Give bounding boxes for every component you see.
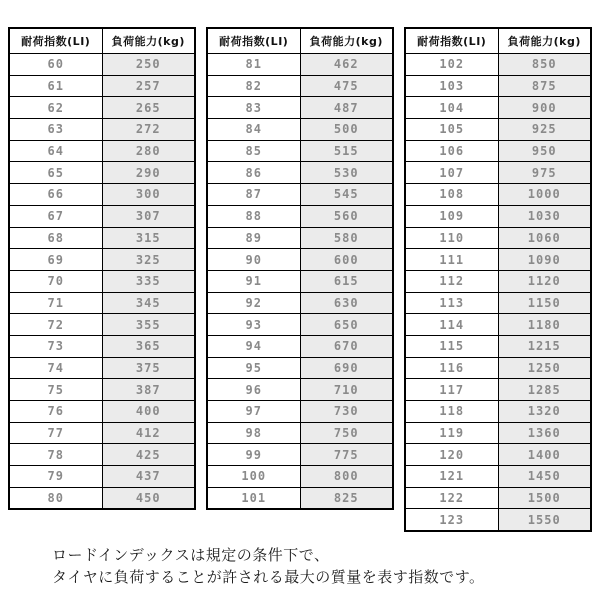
table-row (9, 270, 195, 292)
load-index-value-cell: 121 (405, 466, 498, 488)
table-row (207, 97, 393, 119)
table-row (207, 184, 393, 206)
load-index-value-cell: 97 (207, 401, 300, 423)
load-index-value-cell: 108 (405, 184, 498, 206)
table-row (9, 292, 195, 314)
table-row (9, 119, 195, 141)
load-index-value-cell: 77 (9, 422, 102, 444)
load-index-value-cell: 116 (405, 357, 498, 379)
table-row (405, 140, 591, 162)
load-capacity-value-cell: 615 (300, 270, 393, 292)
load-capacity-value-cell: 487 (300, 97, 393, 119)
load-capacity-value-cell: 375 (102, 357, 195, 379)
load-capacity-value-cell: 325 (102, 249, 195, 271)
load-capacity-value-cell: 925 (498, 119, 591, 141)
load-index-value-cell: 82 (207, 75, 300, 97)
load-capacity-value-cell: 1360 (498, 422, 591, 444)
load-index-value-cell: 114 (405, 314, 498, 336)
table-row (405, 335, 591, 357)
load-capacity-value-cell: 1450 (498, 466, 591, 488)
load-capacity-value-cell: 462 (300, 54, 393, 76)
load-capacity-value-cell: 1215 (498, 335, 591, 357)
table-row (207, 401, 393, 423)
load-index-table-102-123 (404, 27, 592, 532)
load-index-value-cell: 83 (207, 97, 300, 119)
load-capacity-value-cell: 265 (102, 97, 195, 119)
load-index-value-cell: 61 (9, 75, 102, 97)
load-capacity-value-cell: 387 (102, 379, 195, 401)
load-capacity-value-cell: 250 (102, 54, 195, 76)
load-index-value-cell: 68 (9, 227, 102, 249)
load-capacity-value-cell: 515 (300, 140, 393, 162)
load-index-value-cell: 62 (9, 97, 102, 119)
column-header-load-capacity: 負荷能力(kg) (300, 28, 393, 54)
table-row (207, 466, 393, 488)
load-index-value-cell: 79 (9, 466, 102, 488)
table-row (207, 292, 393, 314)
footnote-line-1: ロードインデックスは規定の条件下で、 (52, 546, 330, 564)
load-capacity-value-cell: 730 (300, 401, 393, 423)
table-row (405, 162, 591, 184)
load-capacity-value-cell: 800 (300, 466, 393, 488)
load-capacity-value-cell: 1060 (498, 227, 591, 249)
load-capacity-value-cell: 1090 (498, 249, 591, 271)
load-index-value-cell: 71 (9, 292, 102, 314)
table-row (9, 444, 195, 466)
table-row (207, 140, 393, 162)
load-capacity-value-cell: 950 (498, 140, 591, 162)
load-index-value-cell: 87 (207, 184, 300, 206)
load-index-table-81-101 (206, 27, 394, 510)
load-index-value-cell: 105 (405, 119, 498, 141)
load-index-value-cell: 100 (207, 466, 300, 488)
load-index-value-cell: 118 (405, 401, 498, 423)
table-row (405, 509, 591, 531)
load-capacity-value-cell: 600 (300, 249, 393, 271)
load-capacity-value-cell: 300 (102, 184, 195, 206)
load-capacity-value-cell: 272 (102, 119, 195, 141)
load-capacity-value-cell: 1400 (498, 444, 591, 466)
load-capacity-value-cell: 400 (102, 401, 195, 423)
table-row (9, 357, 195, 379)
column-header-load-index: 耐荷指数(LI) (405, 28, 498, 54)
load-capacity-value-cell: 690 (300, 357, 393, 379)
table-row (9, 487, 195, 509)
table-row (9, 97, 195, 119)
table-row (207, 249, 393, 271)
table-row (9, 249, 195, 271)
table-row (207, 335, 393, 357)
table-row (405, 487, 591, 509)
table-row (207, 422, 393, 444)
load-index-table-60-80 (8, 27, 196, 510)
load-index-value-cell: 86 (207, 162, 300, 184)
load-index-value-cell: 99 (207, 444, 300, 466)
load-index-value-cell: 117 (405, 379, 498, 401)
load-capacity-value-cell: 437 (102, 466, 195, 488)
column-header-load-capacity: 負荷能力(kg) (102, 28, 195, 54)
load-index-value-cell: 101 (207, 487, 300, 509)
load-capacity-value-cell: 670 (300, 335, 393, 357)
load-capacity-value-cell: 1000 (498, 184, 591, 206)
load-capacity-value-cell: 257 (102, 75, 195, 97)
table-row (9, 162, 195, 184)
footnote-line-2: タイヤに負荷することが許される最大の質量を表す指数です。 (52, 568, 485, 586)
load-index-value-cell: 65 (9, 162, 102, 184)
table-row (405, 292, 591, 314)
table-row (405, 444, 591, 466)
column-header-load-index: 耐荷指数(LI) (9, 28, 102, 54)
load-capacity-value-cell: 1285 (498, 379, 591, 401)
load-capacity-value-cell: 875 (498, 75, 591, 97)
load-capacity-value-cell: 412 (102, 422, 195, 444)
table-row (207, 162, 393, 184)
load-capacity-value-cell: 530 (300, 162, 393, 184)
load-index-value-cell: 80 (9, 487, 102, 509)
table-row (9, 466, 195, 488)
table-row (405, 249, 591, 271)
table-row (9, 54, 195, 76)
table-row (207, 205, 393, 227)
load-index-value-cell: 110 (405, 227, 498, 249)
load-capacity-value-cell: 850 (498, 54, 591, 76)
load-index-tables (8, 27, 592, 532)
table-row (9, 184, 195, 206)
column-header-load-capacity: 負荷能力(kg) (498, 28, 591, 54)
table-row (207, 379, 393, 401)
load-index-value-cell: 76 (9, 401, 102, 423)
load-index-value-cell: 111 (405, 249, 498, 271)
load-capacity-value-cell: 280 (102, 140, 195, 162)
table-row (9, 205, 195, 227)
load-index-value-cell: 91 (207, 270, 300, 292)
load-index-value-cell: 107 (405, 162, 498, 184)
load-capacity-value-cell: 975 (498, 162, 591, 184)
load-capacity-value-cell: 825 (300, 487, 393, 509)
load-capacity-value-cell: 650 (300, 314, 393, 336)
table-row (9, 227, 195, 249)
table-row (9, 335, 195, 357)
load-capacity-value-cell: 290 (102, 162, 195, 184)
load-index-value-cell: 72 (9, 314, 102, 336)
load-index-value-cell: 75 (9, 379, 102, 401)
load-index-value-cell: 119 (405, 422, 498, 444)
table-row (207, 54, 393, 76)
header-row (9, 28, 195, 54)
load-index-value-cell: 93 (207, 314, 300, 336)
load-capacity-value-cell: 450 (102, 487, 195, 509)
load-index-value-cell: 85 (207, 140, 300, 162)
load-index-value-cell: 81 (207, 54, 300, 76)
load-capacity-value-cell: 900 (498, 97, 591, 119)
load-index-value-cell: 104 (405, 97, 498, 119)
table-row (405, 54, 591, 76)
table-row (207, 487, 393, 509)
load-index-value-cell: 90 (207, 249, 300, 271)
table-row (207, 314, 393, 336)
table-row (9, 422, 195, 444)
table-row (207, 444, 393, 466)
table-row (405, 184, 591, 206)
table-row (207, 357, 393, 379)
load-capacity-value-cell: 315 (102, 227, 195, 249)
load-index-value-cell: 113 (405, 292, 498, 314)
table-row (9, 401, 195, 423)
header-row (207, 28, 393, 54)
table-row (207, 270, 393, 292)
table-row (405, 379, 591, 401)
load-capacity-value-cell: 545 (300, 184, 393, 206)
load-index-value-cell: 95 (207, 357, 300, 379)
load-index-value-cell: 89 (207, 227, 300, 249)
load-index-value-cell: 73 (9, 335, 102, 357)
load-capacity-value-cell: 307 (102, 205, 195, 227)
load-capacity-value-cell: 775 (300, 444, 393, 466)
table-row (207, 75, 393, 97)
header-row (405, 28, 591, 54)
table-row (405, 401, 591, 423)
load-index-value-cell: 112 (405, 270, 498, 292)
load-index-value-cell: 103 (405, 75, 498, 97)
load-capacity-value-cell: 1030 (498, 205, 591, 227)
load-capacity-value-cell: 475 (300, 75, 393, 97)
load-capacity-value-cell: 1120 (498, 270, 591, 292)
load-index-value-cell: 74 (9, 357, 102, 379)
table-row (405, 227, 591, 249)
load-index-value-cell: 88 (207, 205, 300, 227)
load-capacity-value-cell: 425 (102, 444, 195, 466)
load-index-value-cell: 122 (405, 487, 498, 509)
load-index-value-cell: 102 (405, 54, 498, 76)
load-capacity-value-cell: 1550 (498, 509, 591, 531)
table-row (9, 140, 195, 162)
load-index-value-cell: 115 (405, 335, 498, 357)
column-header-load-index: 耐荷指数(LI) (207, 28, 300, 54)
table-row (207, 227, 393, 249)
load-capacity-value-cell: 1250 (498, 357, 591, 379)
load-capacity-value-cell: 560 (300, 205, 393, 227)
load-index-value-cell: 120 (405, 444, 498, 466)
table-row (9, 75, 195, 97)
load-capacity-value-cell: 1500 (498, 487, 591, 509)
load-index-value-cell: 109 (405, 205, 498, 227)
load-capacity-value-cell: 750 (300, 422, 393, 444)
table-row (9, 314, 195, 336)
table-row (405, 314, 591, 336)
load-index-value-cell: 60 (9, 54, 102, 76)
load-index-value-cell: 63 (9, 119, 102, 141)
load-capacity-value-cell: 500 (300, 119, 393, 141)
table-row (405, 270, 591, 292)
load-index-value-cell: 94 (207, 335, 300, 357)
load-capacity-value-cell: 710 (300, 379, 393, 401)
load-capacity-value-cell: 345 (102, 292, 195, 314)
load-capacity-value-cell: 1180 (498, 314, 591, 336)
load-capacity-value-cell: 365 (102, 335, 195, 357)
load-index-value-cell: 66 (9, 184, 102, 206)
load-index-value-cell: 78 (9, 444, 102, 466)
load-capacity-value-cell: 1320 (498, 401, 591, 423)
table-row (405, 205, 591, 227)
load-capacity-value-cell: 1150 (498, 292, 591, 314)
load-index-value-cell: 69 (9, 249, 102, 271)
table-row (405, 357, 591, 379)
load-index-value-cell: 106 (405, 140, 498, 162)
table-row (207, 119, 393, 141)
table-row (9, 379, 195, 401)
footnote (52, 544, 485, 588)
load-capacity-value-cell: 630 (300, 292, 393, 314)
load-index-value-cell: 67 (9, 205, 102, 227)
load-index-value-cell: 64 (9, 140, 102, 162)
table-row (405, 75, 591, 97)
load-index-value-cell: 92 (207, 292, 300, 314)
table-row (405, 97, 591, 119)
table-row (405, 466, 591, 488)
table-row (405, 119, 591, 141)
load-index-value-cell: 84 (207, 119, 300, 141)
load-index-value-cell: 123 (405, 509, 498, 531)
load-index-value-cell: 96 (207, 379, 300, 401)
load-capacity-value-cell: 355 (102, 314, 195, 336)
load-index-value-cell: 70 (9, 270, 102, 292)
load-index-value-cell: 98 (207, 422, 300, 444)
table-row (405, 422, 591, 444)
load-capacity-value-cell: 580 (300, 227, 393, 249)
load-capacity-value-cell: 335 (102, 270, 195, 292)
